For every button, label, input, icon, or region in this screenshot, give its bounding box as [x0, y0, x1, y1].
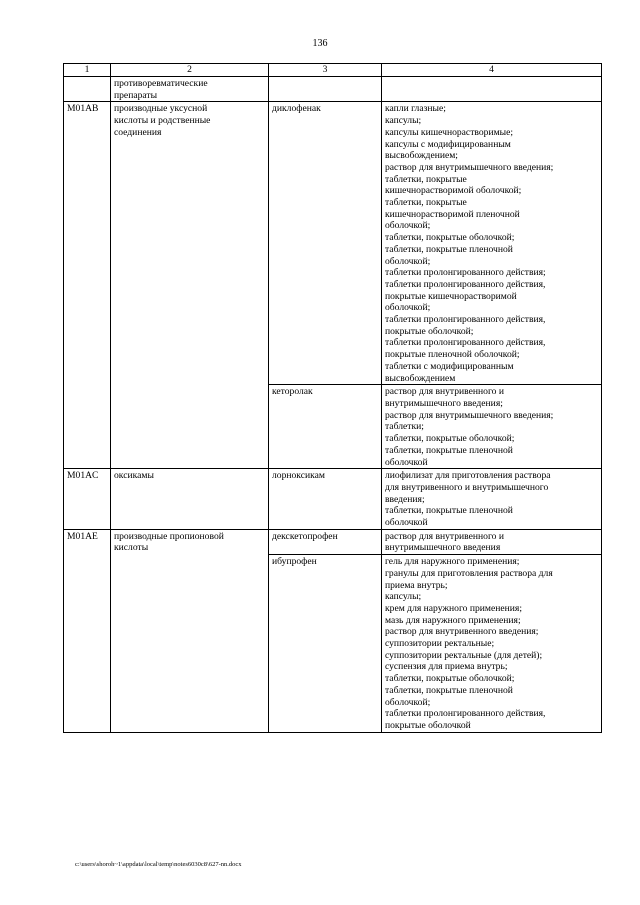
dosage-forms-cell: [382, 529, 602, 554]
footer-file-path: c:\users\shoroh~1\appdata\local\temp\notes6030c8\627-nn.docx: [75, 861, 242, 868]
dosage-forms-cell: [382, 102, 602, 385]
dosage-form-line: гранулы для приготовления раствора для: [385, 567, 553, 579]
dosage-form-line: покрытые оболочкой: [385, 719, 471, 731]
column-header-3: 3: [269, 64, 382, 77]
dosage-form-line: таблетки, покрытые пленочной: [385, 243, 513, 255]
dosage-form-line: суппозитории ректальные;: [385, 638, 495, 650]
group-line: производные пропионовой: [114, 530, 224, 542]
dosage-forms-cell: [382, 77, 602, 102]
column-header-2: 2: [111, 64, 269, 77]
drug-name-cell: ибупрофен: [269, 555, 382, 733]
atc-code-cell: M01AE: [64, 529, 111, 732]
dosage-form-line: для внутривенного и внутримышечного: [385, 481, 549, 493]
dosage-form-line: раствор для внутривенного введения;: [385, 626, 539, 638]
dosage-form-line: таблетки, покрытые оболочкой;: [385, 433, 515, 445]
pharmacological-group-cell: [111, 102, 269, 469]
dosage-forms-cell: [382, 385, 602, 469]
table-row: [64, 102, 602, 385]
group-line: кислоты и родственные: [114, 115, 211, 127]
dosage-form-line: раствор для внутримышечного введения;: [385, 409, 554, 421]
dosage-form-line: раствор для внутривенного и: [385, 530, 504, 542]
dosage-form-line: таблетки с модифицированным: [385, 360, 514, 372]
group-line: препараты: [114, 89, 158, 101]
atc-code-cell: [64, 77, 111, 102]
dosage-forms-cell: [382, 555, 602, 733]
dosage-form-line: таблетки, покрытые пленочной: [385, 505, 513, 517]
page-number: 136: [312, 38, 328, 49]
drug-name-cell: декскетопрофен: [269, 529, 382, 554]
dosage-form-line: мазь для наружного применения;: [385, 614, 521, 626]
dosage-form-line: суппозитории ректальные (для детей);: [385, 649, 543, 661]
dosage-form-line: таблетки пролонгированного действия,: [385, 314, 546, 326]
drug-name-cell: кеторолак: [269, 385, 382, 469]
dosage-form-line: покрытые кишечнорастворимой: [385, 290, 517, 302]
dosage-form-line: высвобождением: [385, 372, 456, 384]
dosage-form-line: раствор для внутримышечного введения;: [385, 161, 554, 173]
dosage-form-line: введения;: [385, 493, 425, 505]
table-row: [64, 529, 602, 554]
pharmacological-group-cell: [111, 77, 269, 102]
dosage-form-line: капсулы;: [385, 591, 422, 603]
dosage-form-line: внутримышечного введения: [385, 542, 501, 554]
drug-name-cell: лорноксикам: [269, 469, 382, 530]
dosage-form-line: таблетки, покрытые пленочной: [385, 684, 513, 696]
dosage-form-line: таблетки пролонгированного действия,: [385, 278, 546, 290]
column-header-4: 4: [382, 64, 602, 77]
dosage-form-line: капсулы кишечнорастворимые;: [385, 126, 514, 138]
table-row: [64, 469, 602, 530]
dosage-form-line: суспензия для приема внутрь;: [385, 661, 508, 673]
table-header-row: [64, 64, 602, 77]
dosage-form-line: кишечнорастворимой оболочкой;: [385, 185, 522, 197]
dosage-form-line: оболочкой;: [385, 220, 431, 232]
group-line: соединения: [114, 126, 162, 138]
pharmacological-group-cell: [111, 529, 269, 732]
dosage-form-line: покрытые оболочкой;: [385, 325, 474, 337]
dosage-form-line: таблетки, покрытые оболочкой;: [385, 232, 515, 244]
dosage-form-line: гель для наружного применения;: [385, 556, 520, 568]
dosage-form-line: таблетки пролонгированного действия,: [385, 337, 546, 349]
atc-code-cell: M01AB: [64, 102, 111, 469]
dosage-form-line: оболочкой;: [385, 302, 431, 314]
group-line: производные уксусной: [114, 103, 208, 115]
dosage-form-line: оболочкой: [385, 517, 428, 529]
dosage-form-line: таблетки;: [385, 421, 424, 433]
pharmacological-group-cell: [111, 469, 269, 530]
dosage-form-line: капсулы;: [385, 115, 422, 127]
drug-name-cell: [269, 77, 382, 102]
drug-name-cell: диклофенак: [269, 102, 382, 385]
dosage-form-line: таблетки, покрытые оболочкой;: [385, 673, 515, 685]
dosage-form-line: таблетки пролонгированного действия;: [385, 267, 546, 279]
dosage-form-line: капсулы с модифицированным: [385, 138, 511, 150]
dosage-form-line: внутримышечного введения;: [385, 397, 503, 409]
drug-table: [63, 63, 602, 733]
column-header-1: 1: [64, 64, 111, 77]
dosage-form-line: капли глазные;: [385, 103, 446, 115]
dosage-form-line: кишечнорастворимой пленочной: [385, 208, 520, 220]
dosage-form-line: таблетки, покрытые: [385, 197, 467, 209]
dosage-form-line: оболочкой: [385, 456, 428, 468]
dosage-form-line: крем для наружного применения;: [385, 602, 522, 614]
table-row: [64, 77, 602, 102]
dosage-form-line: таблетки, покрытые пленочной: [385, 444, 513, 456]
dosage-form-line: оболочкой;: [385, 255, 431, 267]
group-line: противоревматические: [114, 78, 208, 89]
dosage-form-line: покрытые пленочной оболочкой;: [385, 349, 520, 361]
atc-code-cell: M01AC: [64, 469, 111, 530]
dosage-form-line: таблетки, покрытые: [385, 173, 467, 185]
table-body: [64, 77, 602, 733]
dosage-form-line: оболочкой;: [385, 696, 431, 708]
dosage-forms-cell: [382, 469, 602, 530]
dosage-form-line: раствор для внутривенного и: [385, 386, 504, 398]
dosage-form-line: приема внутрь;: [385, 579, 448, 591]
dosage-form-line: лиофилизат для приготовления раствора: [385, 470, 551, 482]
dosage-form-line: таблетки пролонгированного действия,: [385, 708, 546, 720]
dosage-form-line: высвобождением;: [385, 150, 458, 162]
group-line: оксикамы: [114, 470, 154, 482]
group-line: кислоты: [114, 542, 149, 554]
